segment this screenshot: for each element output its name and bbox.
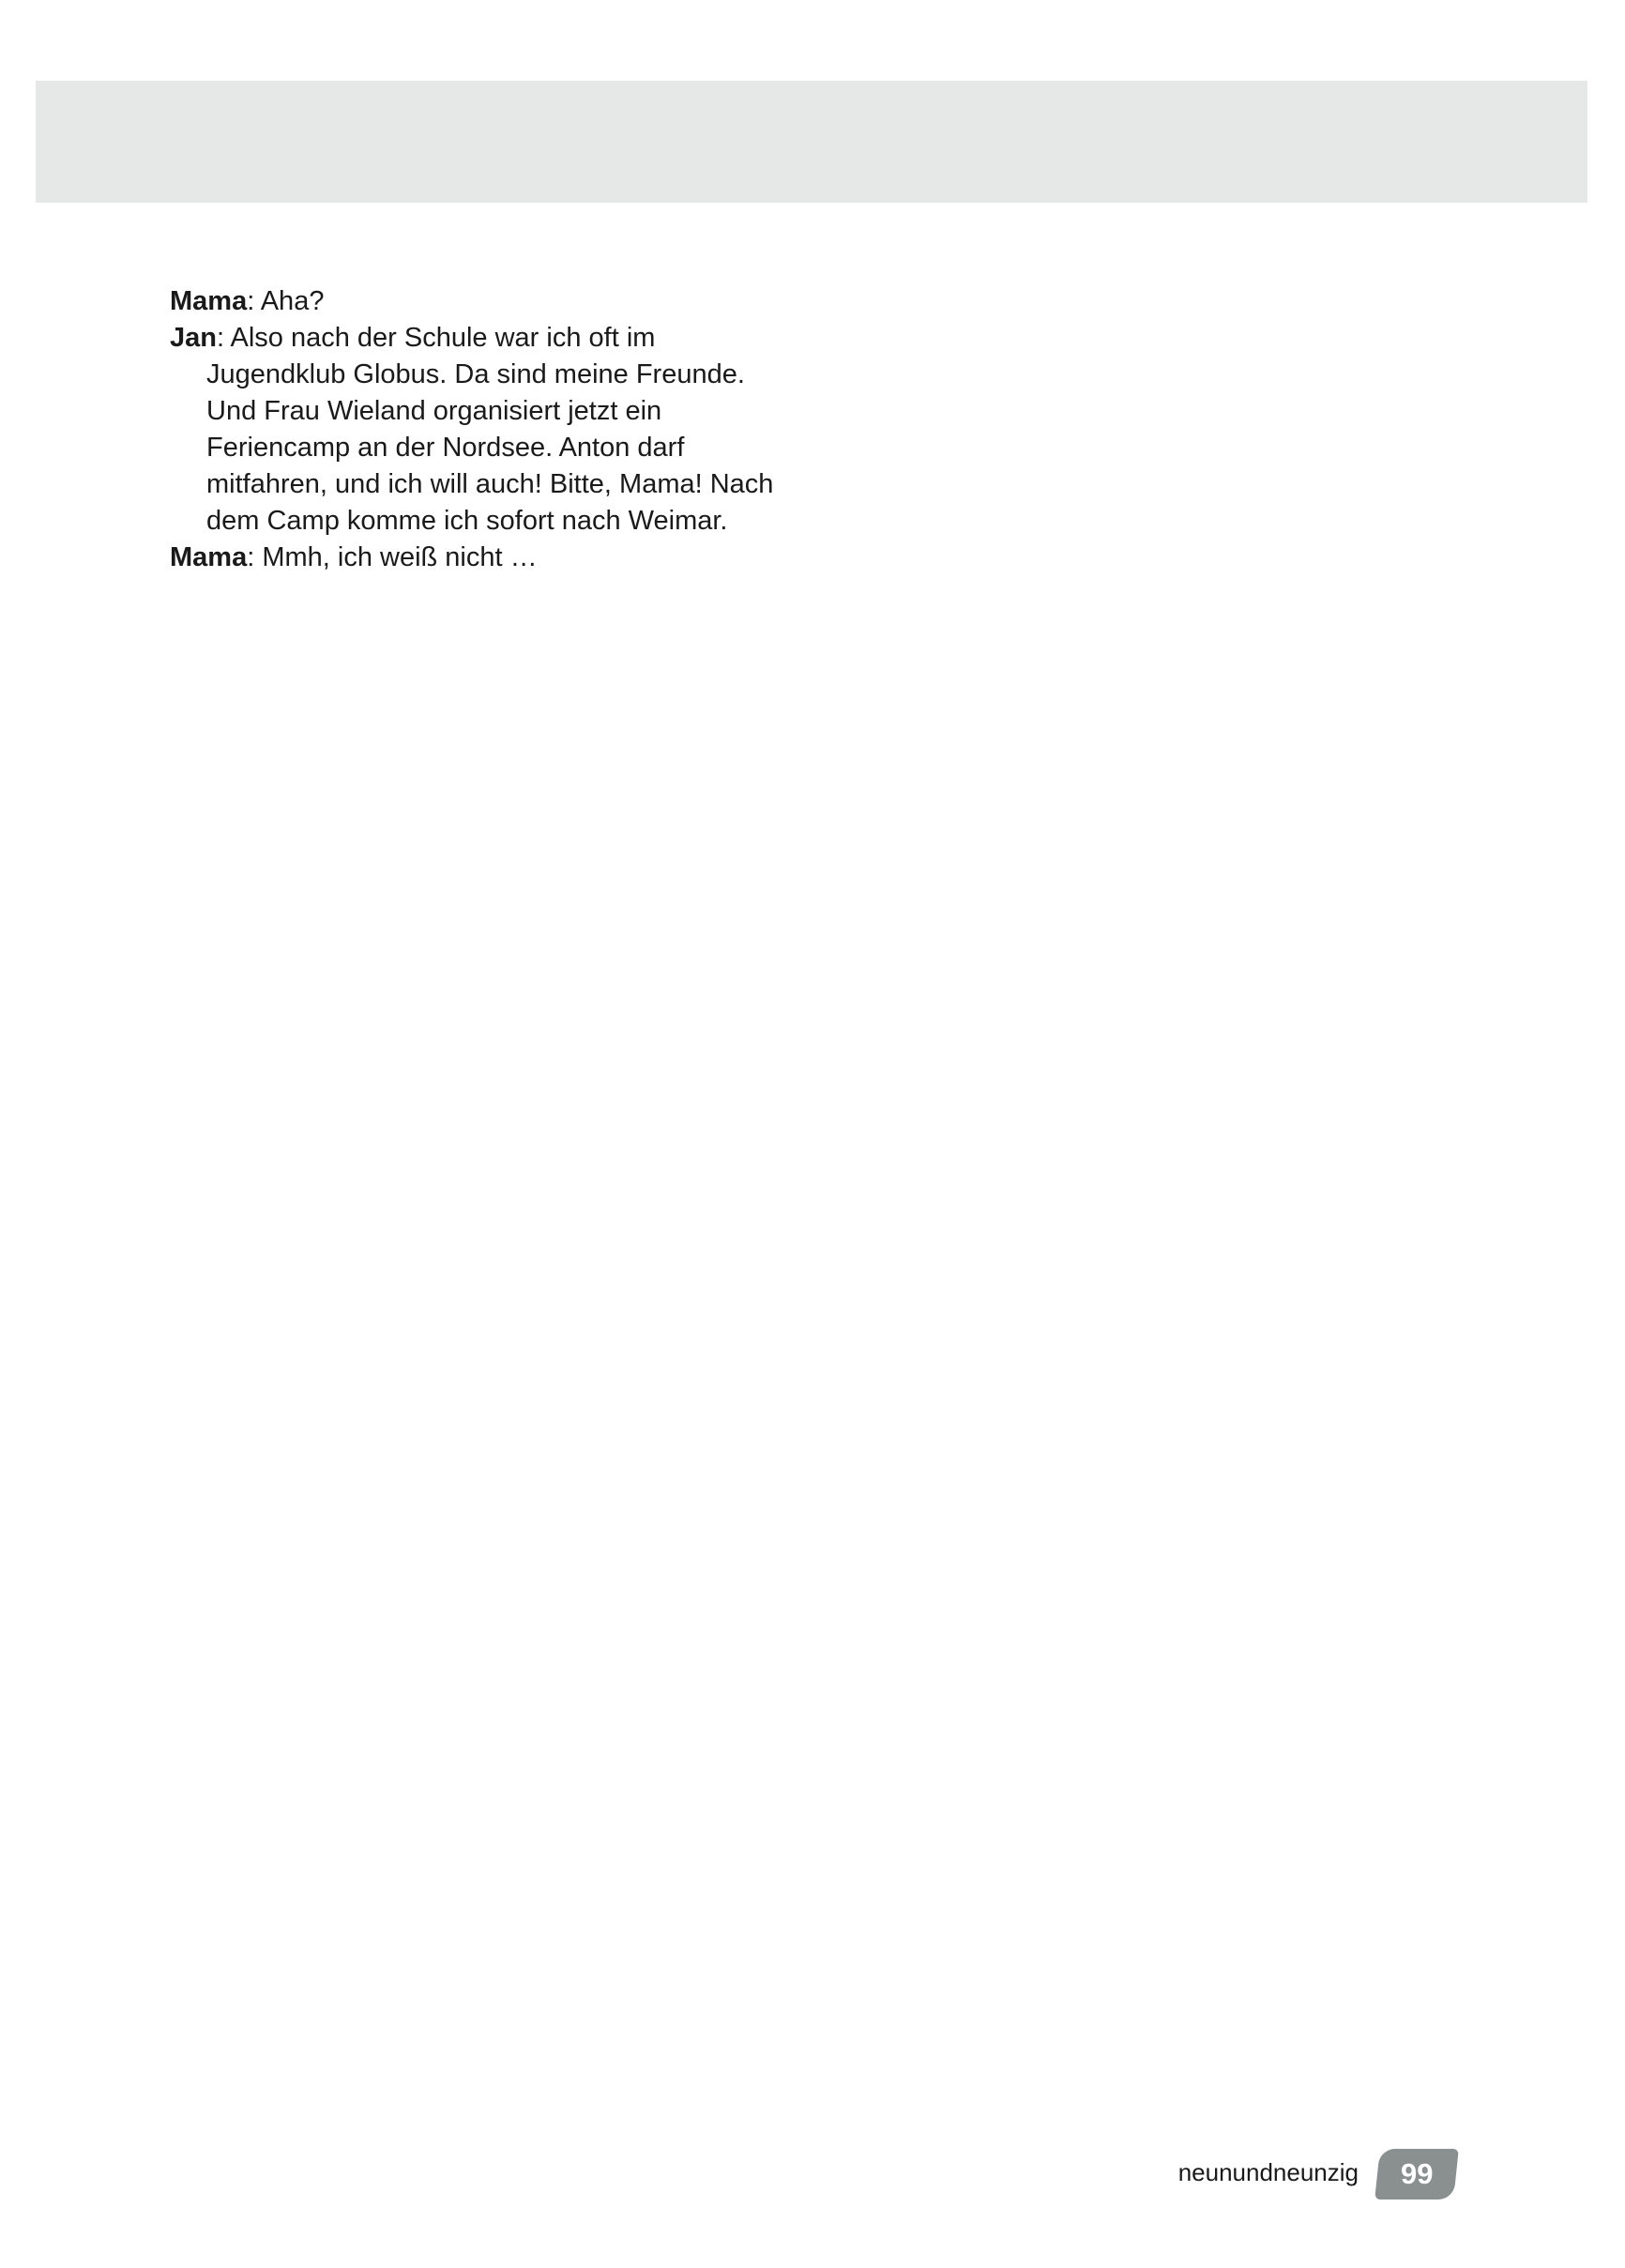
page-number-word: neunundneunzig	[1177, 2158, 1359, 2186]
dialogue-text-segment: : Also nach der Schule war ich oft im Jugendklub Globus. Da sind meine Freunde. Und Frau Wieland organisiert jetzt ein Feriencamp an der Nordsee. Anton darf mitfahren, und ich will auch! Bitte, Mama! Nach dem Camp komme ich sofort nach Weimar.	[206, 323, 774, 536]
dialogue-text-segment: : Mmh, ich weiß nicht …	[247, 542, 538, 572]
dialogue-text	[170, 283, 789, 576]
dialogue-line	[170, 283, 789, 320]
dialogue-line	[170, 540, 789, 576]
page-number: 99	[1400, 2157, 1434, 2190]
page-number-badge	[1374, 2149, 1459, 2200]
speaker-name: Jan	[170, 323, 217, 353]
dialogue-line	[170, 320, 789, 540]
page-footer	[1126, 2149, 1464, 2201]
header-band	[36, 81, 1587, 203]
speaker-name: Mama	[170, 286, 248, 316]
dialogue-text-segment: : Aha?	[247, 286, 325, 316]
speaker-name: Mama	[170, 542, 248, 572]
